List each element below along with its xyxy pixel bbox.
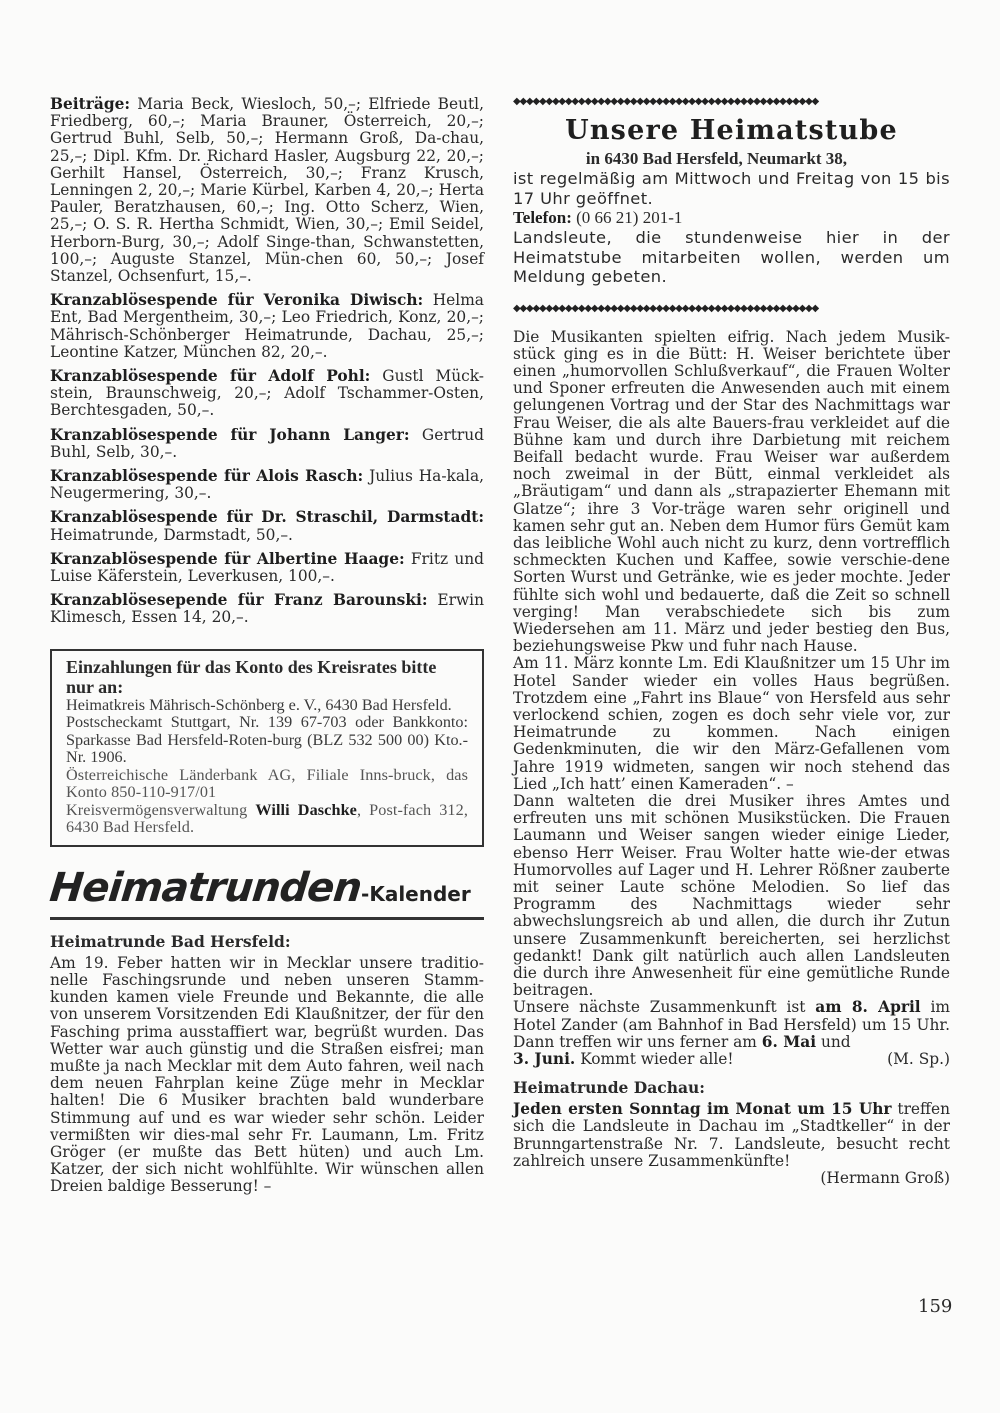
phone-value: (0 66 21) 201-1 — [571, 208, 683, 227]
kalender-title-rest: -Kalender — [361, 881, 471, 906]
next-date: am 8. April — [815, 998, 921, 1017]
spende-text: Helma Ent, Bad Mergentheim, 30,–; Leo Friedrich, Konz, 20,–; Mährisch-Schönberger Heimatrunde, Dachau, 25,–; Leontine Katzer, München 82, 20,–. — [50, 291, 484, 361]
spende-label: Kranzablösespende für Dr. Straschil, Darmstadt: — [50, 508, 484, 527]
spende-text: Erwin Klimesch, Essen 14, 20,–. — [50, 591, 484, 627]
next-date: 6. Mai — [761, 1032, 817, 1051]
beitraege-paragraph — [50, 96, 484, 285]
next-meeting-last-line — [513, 1051, 950, 1068]
konto-box-name: Willi Daschke — [255, 800, 357, 819]
spende-paragraph — [50, 509, 484, 543]
spende-label: Kranzablösespende für Johann Langer: — [50, 425, 410, 444]
konto-box-line: Postscheckamt Stuttgart, Nr. 139 67-703 oder Bankkonto: Sparkasse Bad Hersfeld-Roten-burg (BLZ 532 500 00) Kto.-Nr. 1906. — [66, 713, 468, 767]
heimatstube-address: in 6430 Bad Hersfeld, Neumarkt 38, — [585, 149, 848, 168]
spende-text: Fritz und Luise Käferstein, Leverkusen, 100,–. — [50, 549, 484, 586]
dachau-bold-lead: Jeden ersten Sonntag im Monat um 15 Uhr — [513, 1100, 892, 1119]
spende-paragraph — [50, 551, 484, 585]
spende-label: Kranzablösesepende für Franz Barounski: — [50, 591, 428, 610]
konto-box-heading: Einzahlungen für das Konto des Kreisrates bitte nur an: — [66, 656, 437, 697]
left-column — [47, 95, 485, 1196]
heimatstube-title: Unsere Heimatstube — [565, 115, 898, 146]
next-text: im Hotel Zander (am Bahnhof in Bad Hersfeld) um 15 Uhr. Dann treffen wir uns ferner am — [513, 998, 950, 1051]
spende-paragraph — [50, 592, 484, 626]
kalender-title-script: Heimatrunden — [47, 864, 364, 911]
spende-paragraph — [50, 368, 484, 420]
report-author: (M. Sp.) — [887, 1050, 950, 1069]
section-heading: Heimatrunde Dachau: — [513, 1078, 706, 1098]
konto-box-text: Kreisvermögensverwaltung — [66, 800, 256, 819]
article-paragraph: Die Musikanten spielten eifrig. Nach jedem Musik-stück ging es in die Bütt: H. Weiser berichtete über einen „humorvollen Schlußverkauf“, die Frauen Wolter und Sponer erfreuten die Anwesenden auch mit einem gelungenen Vortrag und der Star des Nachmittags war Frau Weiser, die als alte Bauers-frau verkleidet auf die Bühne kam und durch ihre Darbietung mit reichem Beifall bedacht wurde. Frau Weiser war außerdem noch zweimal in der Bütt, einmal verkleidet als „Bräutigam“ und dann als „strapazierter Ehemann mit Glatze“; ihre 3 Vor-träge waren sehr originell und kamen sehr gut an. Neben dem Humor fürs Gemüt kam das leibliche Wohl auch nicht zu kurz, denn vortrefflich schmeckten Kuchen und Kaffee, sowie verschie-dene Sorten Wurst und Getränke, wie es jeder mochte. Jeder fühlte sich wohl und bedauerte, daß die Zeit so schnell verging! Man verabschiedete sich bis zum Wiedersehen am 11. März und jeder bestieg den Bus, beziehungsweise Pkw und fuhr nach Hause. — [513, 327, 950, 656]
spende-label: Kranzablösespende für Alois Rasch: — [50, 467, 364, 486]
dachau-paragraph — [513, 1101, 950, 1170]
spende-paragraph — [50, 468, 484, 502]
next-date: 3. Juni. — [513, 1050, 576, 1069]
next-line-text — [513, 1051, 734, 1068]
heimatstube-appeal: Landsleute, die stundenweise hier in der Heimatstube mitarbeiten wollen, werden um Meldung gebeten. — [513, 228, 950, 286]
spende-text: Gertrud Buhl, Selb, 30,–. — [50, 425, 484, 461]
diamond-ornament-divider: ◆◆◆◆◆◆◆◆◆◆◆◆◆◆◆◆◆◆◆◆◆◆◆◆◆◆◆◆◆◆◆◆◆◆◆◆◆◆◆◆◆◆◆◆◆◆◆ — [513, 96, 819, 107]
spende-text: Julius Ha-kala, Neugermering, 30,–. — [50, 467, 485, 503]
article-paragraph: Am 11. März konnte Lm. Edi Klaußnitzer um 15 Uhr im Hotel Sander wieder ein volles Haus begrüßen. Trotzdem eine „Fahrt ins Blaue“ von Hersfeld aus sehr verlockend schien, zogen es doch sehr viele vor, zur Heimatrunde zu kommen. Nach einigen Gedenkminuten, die wir den März-Gefallenen vom Jahre 1919 widmeten, sangen wir noch stehend das Lied „Ich hatt’ einen Kameraden“. – — [513, 654, 950, 793]
heimatstube-phone — [513, 208, 950, 228]
diamond-ornament-divider: ◆◆◆◆◆◆◆◆◆◆◆◆◆◆◆◆◆◆◆◆◆◆◆◆◆◆◆◆◆◆◆◆◆◆◆◆◆◆◆◆◆◆◆◆◆◆◆ — [513, 302, 819, 314]
konto-box-text: , Post-fach 312, 6430 Bad Hersfeld. — [66, 800, 468, 837]
section-divider — [50, 917, 484, 920]
konto-box-line: Österreichische Länderbank AG, Filiale Inns-bruck, das Konto 850-110-917/01 — [66, 765, 468, 802]
next-text: Unsere nächste Zusammenkunft ist — [513, 998, 816, 1017]
phone-label: Telefon: — [513, 208, 572, 227]
page-number: 159 — [918, 1296, 953, 1317]
right-column — [513, 96, 950, 1187]
spende-label: Kranzablösespende für Albertine Haage: — [50, 549, 405, 568]
spende-paragraph — [50, 292, 484, 361]
beitraege-label: Beiträge: — [50, 95, 131, 113]
article-paragraph: Am 19. Feber hatten wir in Mecklar unsere traditio-nelle Faschingsrunde und neben unseren Stamm-kunden kamen viele Freunde und Bekannte, die alle von unserem Vorsitzenden Edi Klaußnitzer, der für den Fasching prima ausstaffiert war, begrüßt wurden. Das Wetter war auch günstig und die Straßen eisfrei; man mußte ja nach Mecklar mit dem Auto fahren, weil nach dem neuen Fahrplan keine Züge mehr in Mecklar halten! Die 6 Musiker brachten bald wunderbare Stimmung auf und es war wieder sehr schön. Leider vermißten wir dies-mal sehr Fr. Laumann, Lm. Fritz Gröger (er mußte das Bett hüten) und auch Lm. Katzer, der sich nicht wohlfühlte. Wir wünschen allen Dreien baldige Besserung! – — [50, 953, 484, 1196]
konto-info-box — [50, 649, 484, 847]
article-paragraph: Dann walteten die drei Musiker ihres Amtes und erfreuten uns mit schönen Musikstücken. Die Frauen Laumann und Weiser sangen wieder einige Lieder, ebenso Herr Weiser. Frau Wolter hatte wie-der etwas Humorvolles auf Lager und H. Lehrer Rößner zauberte mit seiner Laute schöne Melodien. So lief das Programm des Nachmittags wieder sehr abwechslungsreich ab und allen, die durch ihr Zutun unsere Zusammenkunft bereicherten, sei herzlichst gedankt! Dank gilt natürlich auch allen Landsleuten die durch ihre Anwesenheit für eine gemütliche Runde beitragen. — [513, 791, 950, 1000]
next-text: Kommt wieder alle! — [575, 1050, 734, 1069]
konto-box-line: Heimatkreis Mährisch-Schönberg e. V., 6430 Bad Hersfeld. — [66, 695, 452, 714]
dachau-text: treffen sich die Landsleute in Dachau im „Stadtkeller“ in der Brunngartenstraße Nr. 7. Landsleute, besucht recht zahlreich unsere Zusammenkünfte! — [513, 1100, 950, 1170]
spende-label: Kranzablösespende für Adolf Pohl: — [50, 367, 371, 386]
next-meeting-paragraph — [513, 999, 950, 1051]
spende-text: Heimatrunde, Darmstadt, 50,–. — [50, 525, 293, 544]
kalender-title — [47, 864, 484, 911]
dachau-author: (Hermann Groß) — [820, 1169, 950, 1188]
heimatstube-hours: ist regelmäßig am Mittwoch und Freitag von 15 bis 17 Uhr geöffnet. — [513, 169, 950, 208]
next-text: und — [816, 1032, 851, 1051]
spende-label: Kranzablösespende für Veronika Diwisch: — [50, 291, 424, 310]
section-heading: Heimatrunde Bad Hersfeld: — [50, 931, 291, 951]
spende-text: Gustl Mück-stein, Braunschweig, 20,–; Adolf Tschammer-Osten, Berchtesgaden, 50,–. — [50, 367, 484, 420]
beitraege-text: Maria Beck, Wiesloch, 50,–; Elfriede Beutl, Friedberg, 60,–; Maria Brauner, Österreich, 20,–; Gertrud Buhl, Selb, 50,–; Hermann Groß, Da-chau, 25,–; Dipl. Kfm. Dr. Richard Hasler, Augsburg 22, 20,–; Gerhilt Hansel, Österreich, 30,–; Franz Krusch, Lenningen 2, 20,–; Marie Kürbel, Karben 4, 20,–; Herta Pauler, Beratzhausen, 60,–; Ing. Otto Scherz, Wien, 25,–; O. S. R. Hertha Schmidt, Wien, 30,–; Emil Seidel, Herborn-Burg, 30,–; Adolf Singe-than, Schwanstetten, 100,–; Auguste Stanzel, Mün-chen 60, 50,–; Josef Stanzel, Ochsenfurt, 15,–. — [50, 95, 484, 286]
konto-box-line — [66, 802, 468, 837]
report-body — [513, 329, 950, 1188]
spende-paragraph — [50, 427, 484, 461]
